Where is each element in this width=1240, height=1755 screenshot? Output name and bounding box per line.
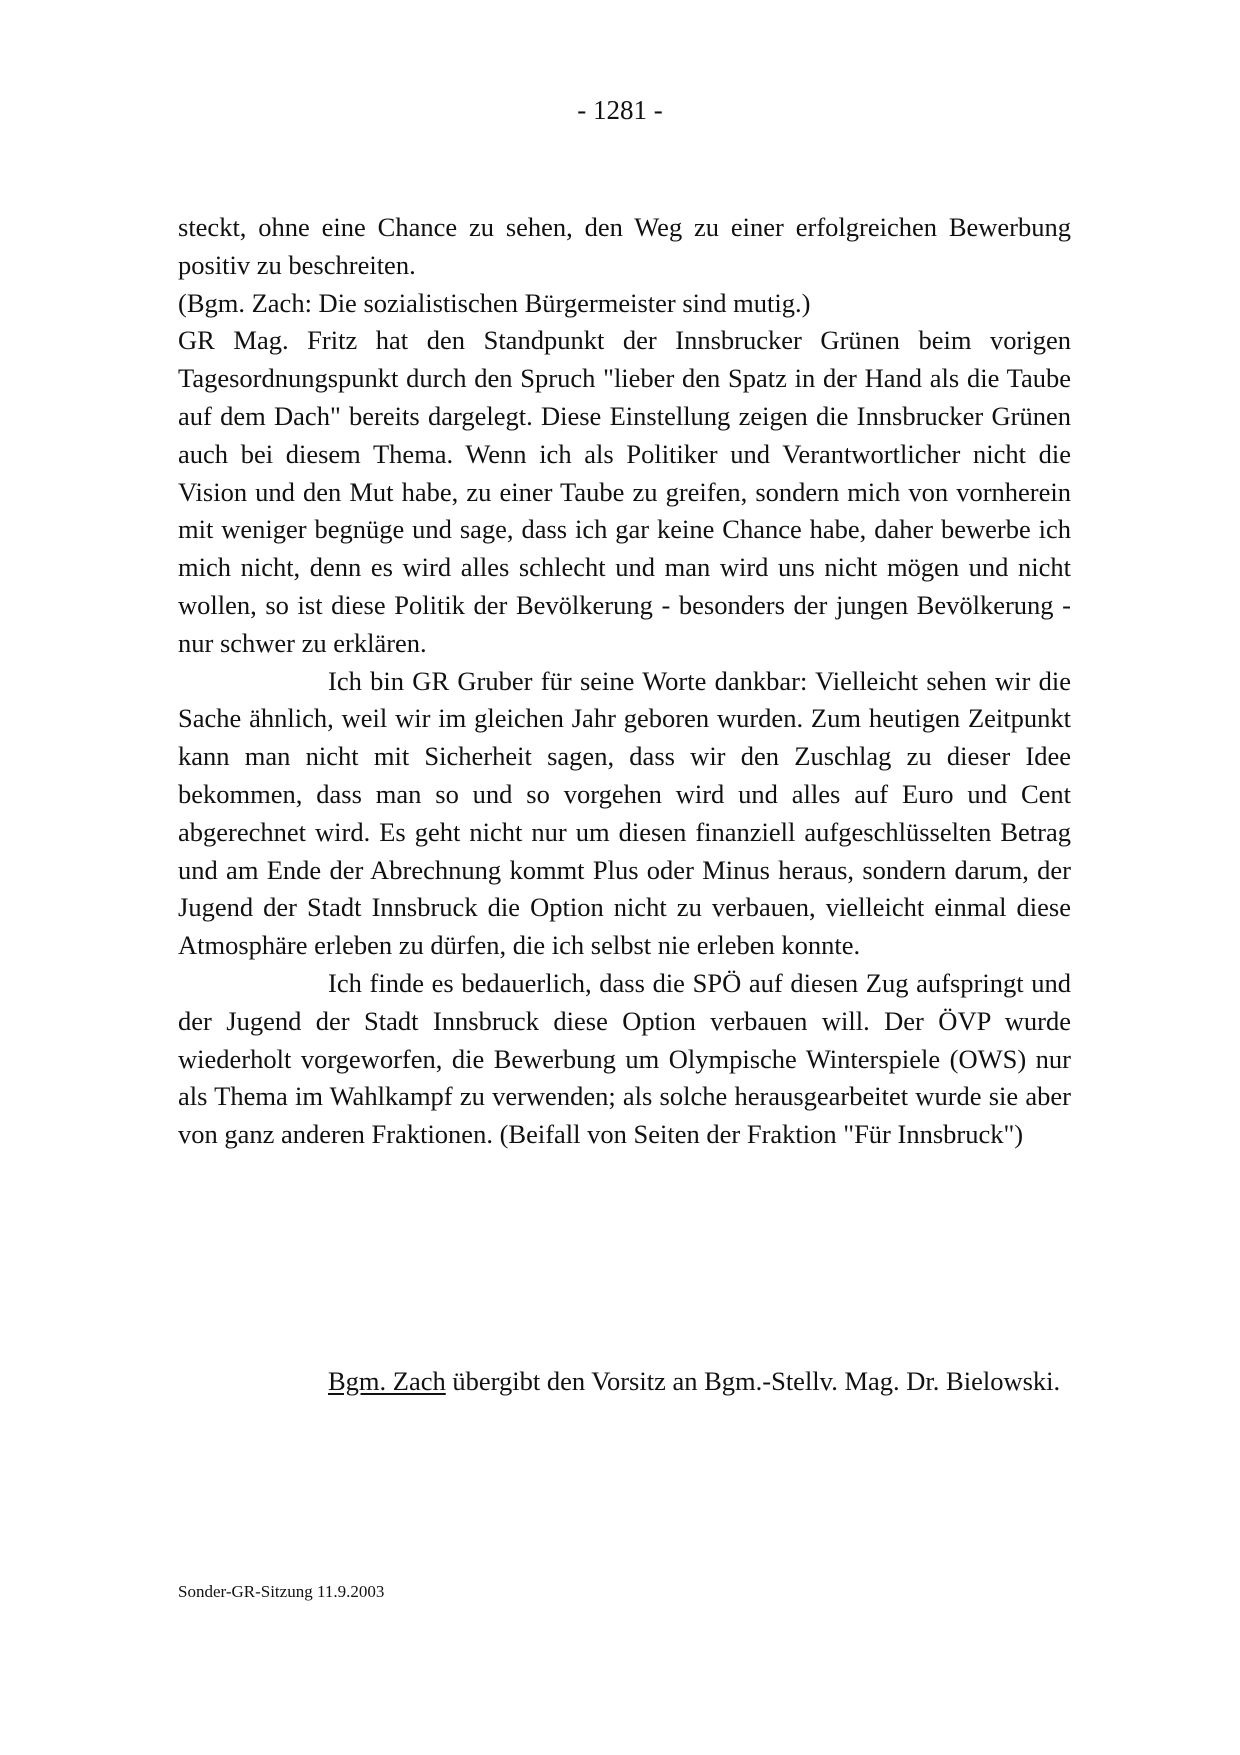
footer-session: Sonder-GR-Sitzung 11.9.2003 bbox=[178, 1582, 385, 1601]
paragraph-fritz-stance: GR Mag. Fritz hat den Standpunkt der Innsbrucker Grünen beim vorigen Tagesordnungspunkt durch den Spruch "lieber den Spatz in der Hand als die Taube auf dem Dach" bereits dargelegt. Diese Einstellung zeigen die Innsbrucker Grünen auch bei diesem Thema. Wenn ich als Politiker und Verantwortlicher nicht die Vision und den Mut habe, zu einer Taube zu greifen, sondern mich von vornherein mit weniger begnüge und sage, dass ich gar keine Chance habe, daher bewerbe ich mich nicht, denn es wird alles schlecht und man wird uns nicht mögen und nicht wollen, so ist diese Politik der Bevölkerung - besonders der jungen Bevölkerung - nur schwer zu erklären. bbox=[178, 325, 1071, 658]
paragraph-interjection: (Bgm. Zach: Die sozialistischen Bürgermeister sind mutig.) bbox=[178, 287, 811, 318]
paragraph-spoe-criticism: Ich finde es bedauerlich, dass die SPÖ auf diesen Zug aufspringt und der Jugend der Stadt Innsbruck diese Option verbauen will. Der ÖVP wurde wiederholt vorgeworfen, die Bewerbung um Olympische Winterspiele (OWS) nur als Thema im Wahlkampf zu verwenden; als solche herausgearbeitet wurde sie aber von ganz anderen Fraktionen. (Beifall von Seiten der Fraktion "Für Innsbruck") bbox=[178, 967, 1071, 1150]
closing-speaker: Bgm. Zach bbox=[328, 1366, 446, 1396]
body-text bbox=[178, 209, 1071, 1154]
paragraph-gruber-thanks: Ich bin GR Gruber für seine Worte dankbar: Vielleicht sehen wir die Sache ähnlich, weil wir im gleichen Jahr geboren wurden. Zum heutigen Zeitpunkt kann man nicht mit Sicherheit sagen, dass wir den Zuschlag zu dieser Idee bekommen, dass man so und so vorgehen wird und alles auf Euro und Cent abgerechnet wird. Es geht nicht nur um diesen finanziell aufgeschlüsselten Betrag und am Ende der Abrechnung kommt Plus oder Minus heraus, sondern darum, der Jugend der Stadt Innsbruck die Option nicht zu verbauen, vielleicht einmal diese Atmosphäre erleben zu dürfen, die ich selbst nie erleben konnte. bbox=[178, 665, 1071, 961]
closing-statement bbox=[178, 1363, 1071, 1401]
paragraph-continuation: steckt, ohne eine Chance zu sehen, den Weg zu einer erfolgreichen Bewerbung positiv zu beschreiten. bbox=[178, 212, 1071, 280]
closing-text: übergibt den Vorsitz an Bgm.-Stellv. Mag. Dr. Bielowski. bbox=[445, 1366, 1061, 1396]
page-number: - 1281 - bbox=[577, 95, 663, 125]
